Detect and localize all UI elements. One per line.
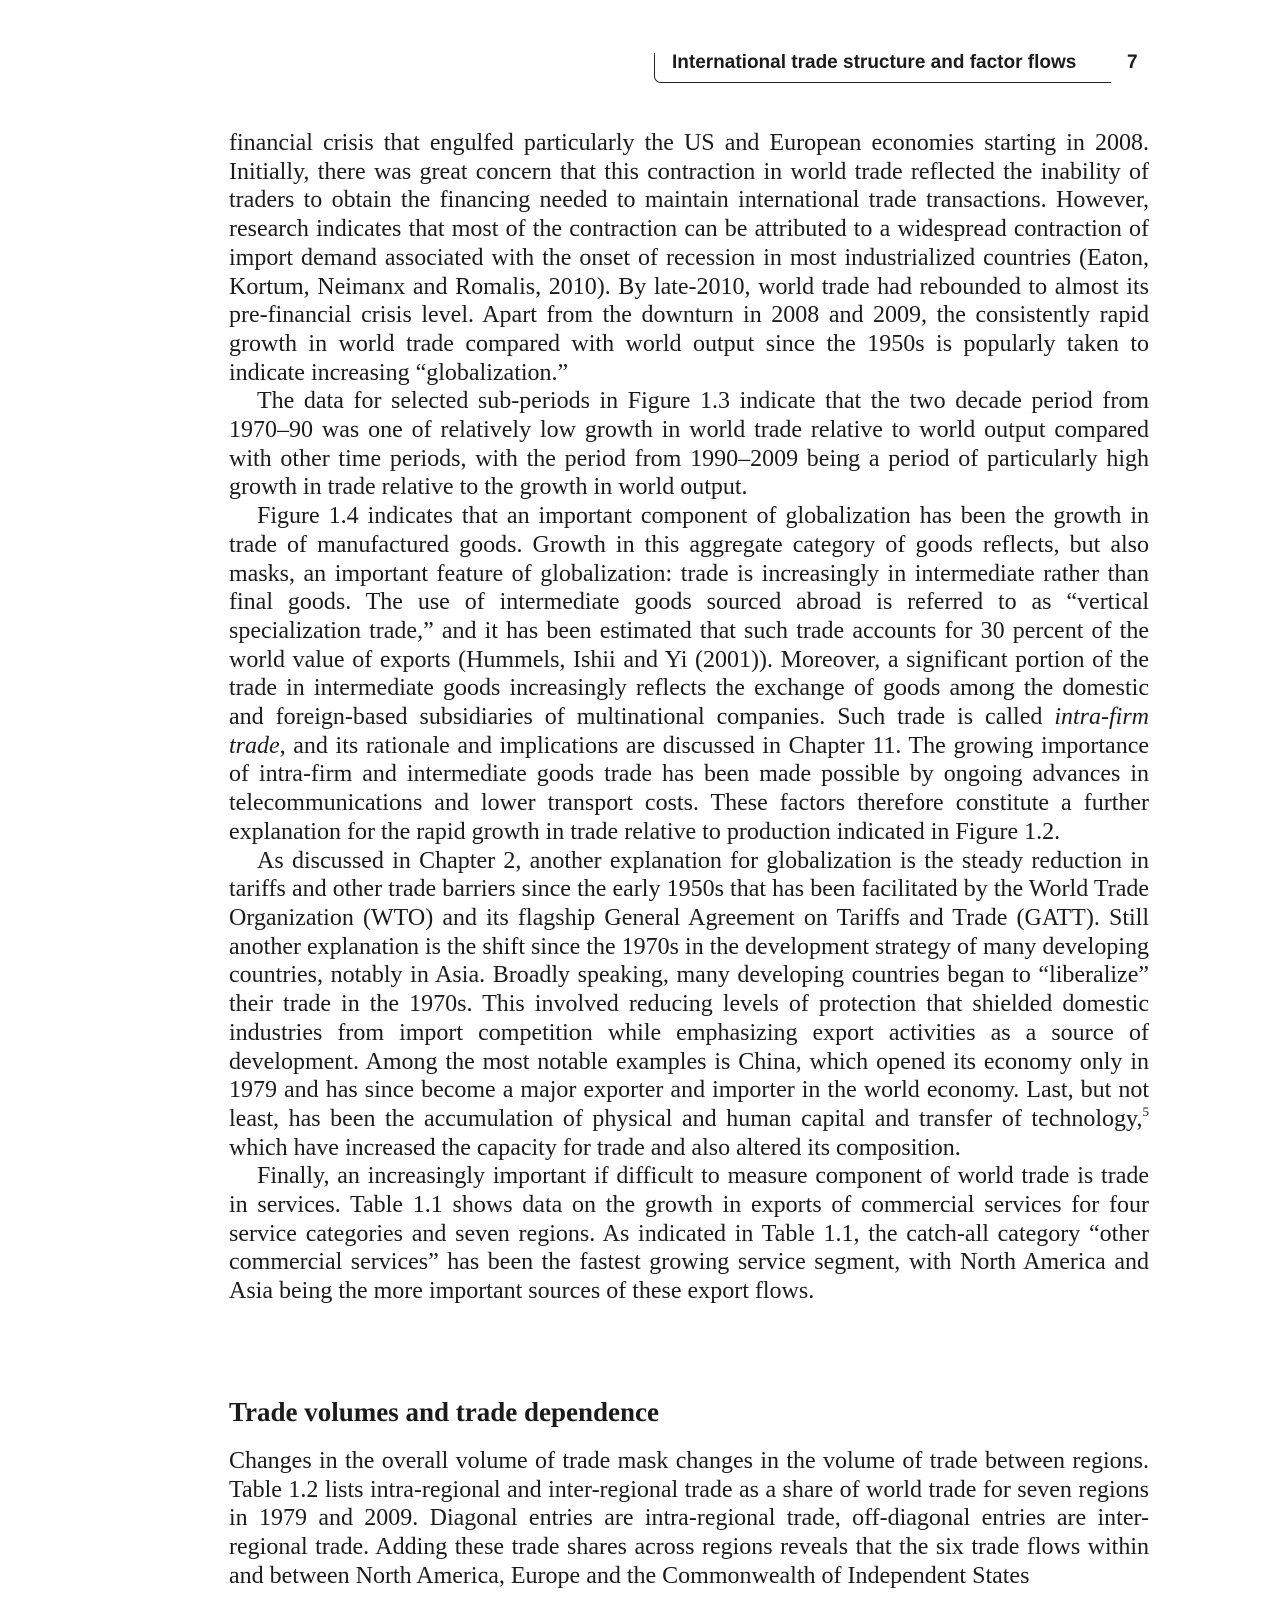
paragraph-4-text-a: As discussed in Chapter 2, another explanation for globalization is the steady reduction in tariffs and other trade barriers since the early 1950s that has been facilitated by the World Trade Organization (WTO) and its flagship General Agreement on Tariffs and Trade (GATT). Still another explanation is the shift since the 1970s in the development strategy of many developing countries, notably in Asia. Broadly speaking, many developing countries began to “liberalize” their trade in the 1970s. This involved reducing levels of protection that shielded domestic industries from import competition while emphasizing export activities as a source of development. Among the most notable examples is China, which opened its economy only in 1979 and has since become a major exporter and importer in the world economy. Last, but not least, has been the accumulation of physical and human capital and transfer of technology, (229, 847, 1149, 1132)
body-text (229, 129, 1149, 1306)
section-paragraph-1: Changes in the overall volume of trade mask changes in the volume of trade between regions. Table 1.2 lists intra-regional and inter-regional trade as a share of world trade for seven regions in 1979 and 2009. Diagonal entries are intra-regional trade, off-diagonal entries are inter-regional trade. Adding these trade shares across regions reveals that the six trade flows within and between North America, Europe and the Commonwealth of Independent States (229, 1448, 1149, 1589)
section-heading: Trade volumes and trade dependence (229, 1397, 659, 1427)
footnote-marker[interactable]: 5 (1142, 1103, 1149, 1119)
paragraph-1: financial crisis that engulfed particularly the US and European economies starting in 2008. Initially, there was great concern that this contraction in world trade reflected the inability of traders to obtain the financing needed to maintain international trade transactions. However, research indicates that most of the contraction can be attributed to a widespread contraction of import demand associated with the onset of recession in most industrialized countries (Eaton, Kortum, Neimanx and Romalis, 2010). By late-2010, world trade had rebounded to almost its pre-financial crisis level. Apart from the downturn in 2008 and 2009, the consistently rapid growth in world trade compared with world output since the 1950s is popularly taken to indicate increasing “globalization.” (229, 130, 1149, 386)
paragraph-5: Finally, an increasingly important if difficult to measure component of world trade is trade in services. Table 1.1 shows data on the growth in exports of commercial services for four service categories and seven regions. As indicated in Table 1.1, the catch-all category “other commercial services” has been the fastest growing service segment, with North America and Asia being the more important sources of these export flows. (229, 1163, 1149, 1305)
page-number: 7 (1127, 52, 1138, 73)
paragraph-3-text-b: , and its rationale and implications are discussed in Chapter 11. The growing importance of intra-firm and intermediate goods trade has been made possible by ongoing advances in telecommunications and lower transport costs. These factors therefore constitute a further explanation for the rapid growth in trade relative to production indicated in Figure 1.2. (229, 732, 1149, 845)
intra-firm-trade-term: intra-firm trade (229, 704, 1149, 759)
paragraph-4-text-b: which have increased the capacity for trade and also altered its composition. (229, 1134, 961, 1161)
paragraph-4 (229, 847, 1149, 1163)
paragraph-3 (229, 502, 1149, 846)
section-body (229, 1447, 1149, 1591)
paragraph-2: The data for selected sub-periods in Figure 1.3 indicate that the two decade period from 1970–90 was one of relatively low growth in world trade relative to world output compared with other time periods, with the period from 1990–2009 being a period of particularly high growth in trade relative to the growth in world output. (229, 388, 1149, 501)
running-head-title: International trade structure and factor flows (672, 52, 1077, 73)
paragraph-3-text-a: Figure 1.4 indicates that an important component of globalization has been the growth in trade of manufactured goods. Growth in this aggregate category of goods reflects, but also masks, an important feature of globalization: trade is increasingly in intermediate rather than final goods. The use of intermediate goods sourced abroad is referred to as “vertical specialization trade,” and it has been estimated that such trade accounts for 30 percent of the world value of exports (Hummels, Ishii and Yi (2001)). Moreover, a significant portion of the trade in intermediate goods increasingly reflects the exchange of goods among the domestic and foreign-based subsidiaries of multinational companies. Such trade is called (229, 503, 1149, 731)
